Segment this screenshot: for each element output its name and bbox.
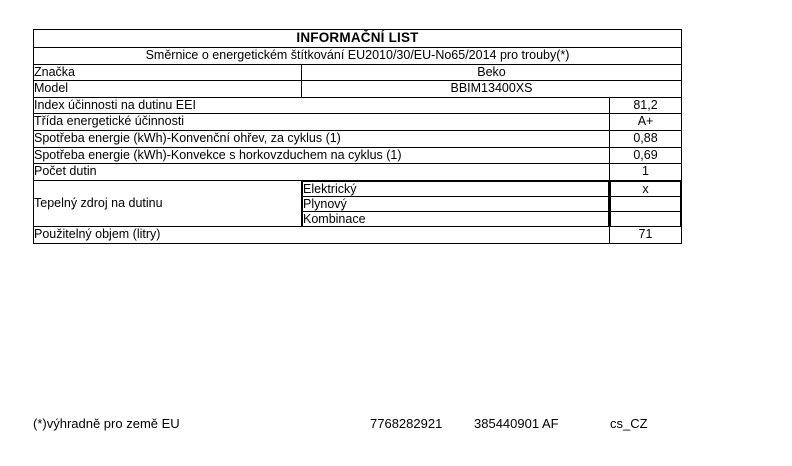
information-sheet (33, 29, 681, 244)
row-label-fan-forced: Spotřeba energie (kWh)-Konvekce s horkovzduchem na cyklus (1) (34, 147, 610, 164)
heat-source-option-electric: Elektrický (303, 181, 609, 196)
heat-source-mark-gas (611, 196, 681, 211)
document-subtitle: Směrnice o energetickém štítkování EU2010/30/EU-No65/2014 pro trouby(*) (34, 47, 682, 64)
row-value-usable-volume: 71 (610, 226, 682, 243)
heat-source-options (302, 181, 609, 226)
row-value-energy-class: A+ (610, 114, 682, 131)
table-row (34, 147, 682, 164)
row-label-brand: Značka (34, 64, 302, 81)
row-value-cavity-count: 1 (610, 164, 682, 181)
table-row-heat-source (34, 180, 682, 226)
heat-source-option-gas: Plynový (303, 196, 609, 211)
row-value-model: BBIM13400XS (302, 81, 682, 98)
footer-note: (*)výhradně pro země EU (33, 416, 180, 431)
row-label-heat-source: Tepelný zdroj na dutinu (34, 180, 302, 226)
footer-language-code: cs_CZ (610, 416, 648, 431)
list-item (611, 211, 681, 226)
table-row-subtitle (34, 47, 682, 64)
row-label-energy-class: Třída energetické účinnosti (34, 114, 610, 131)
document-title: INFORMAČNÍ LIST (34, 30, 682, 48)
row-value-conventional: 0,88 (610, 131, 682, 148)
table-row (34, 164, 682, 181)
footer-code-secondary: 385440901 AF (474, 416, 559, 431)
row-value-brand: Beko (302, 64, 682, 81)
list-item (303, 181, 609, 196)
row-value-eei: 81,2 (610, 97, 682, 114)
footer-code-primary: 7768282921 (370, 416, 443, 431)
row-label-model: Model (34, 81, 302, 98)
table-row (34, 114, 682, 131)
heat-source-marks (610, 181, 681, 226)
table-row (34, 64, 682, 81)
heat-source-mark-electric: x (611, 181, 681, 196)
row-label-usable-volume: Použitelný objem (litry) (34, 226, 610, 243)
table-row (34, 131, 682, 148)
heat-source-option-combination: Kombinace (303, 211, 609, 226)
row-label-eei: Index účinnosti na dutinu EEI (34, 97, 610, 114)
table-row (34, 226, 682, 243)
list-item (611, 181, 681, 196)
heat-source-mark-combination (611, 211, 681, 226)
list-item (303, 196, 609, 211)
row-value-fan-forced: 0,69 (610, 147, 682, 164)
table-row-title (34, 30, 682, 48)
row-label-cavity-count: Počet dutin (34, 164, 610, 181)
table-row (34, 97, 682, 114)
list-item (611, 196, 681, 211)
list-item (303, 211, 609, 226)
row-label-conventional: Spotřeba energie (kWh)-Konvenční ohřev, za cyklus (1) (34, 131, 610, 148)
table-row (34, 81, 682, 98)
info-table (33, 29, 682, 244)
